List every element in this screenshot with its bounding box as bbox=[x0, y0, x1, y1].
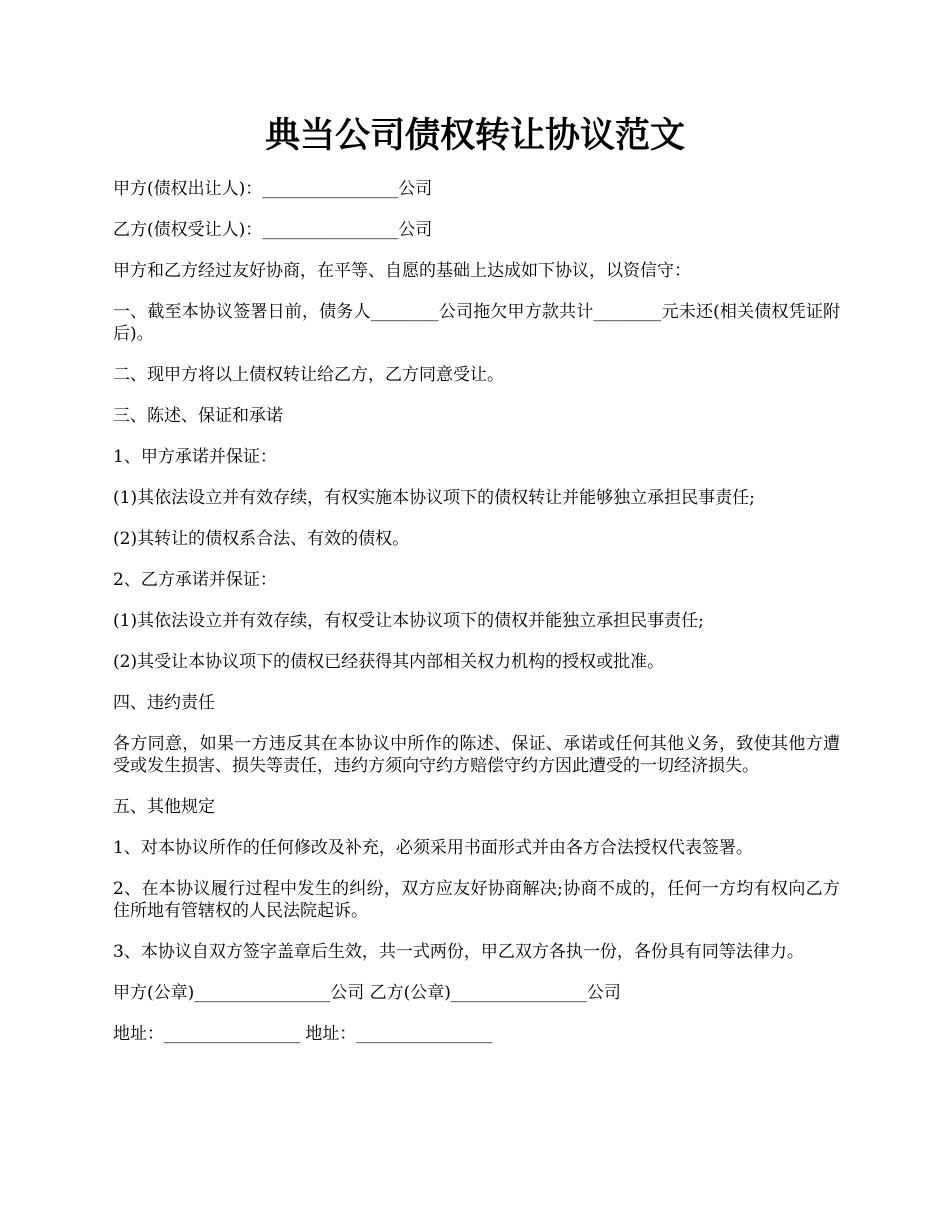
party-a-warranty-2: (2)其转让的债权系合法、有效的债权。 bbox=[113, 529, 410, 549]
document-title: 典当公司债权转让协议范文 bbox=[264, 115, 685, 156]
clause-1: 一、截至本协议签署日前，债务人________公司拖欠甲方款共计________元未还(相关债权凭证附后)。 bbox=[113, 302, 840, 344]
preamble: 甲方和乙方经过友好协商，在平等、自愿的基础上达成如下协议，以资信守： bbox=[113, 261, 691, 281]
party-a-warranty-heading: 1、甲方承诺并保证： bbox=[113, 447, 277, 467]
party-b-warranty-2: (2)其受让本协议项下的债权已经获得其内部相关权力机构的授权或批准。 bbox=[113, 652, 665, 672]
signature-line: 甲方(公章)________________公司 乙方(公章)________________公司 bbox=[113, 983, 621, 1003]
other-clause-1: 1、对本协议所作的任何修改及补充，必须采用书面形式并由各方合法授权代表签署。 bbox=[113, 838, 753, 858]
party-b-line: 乙方(债权受让人)：________________公司 bbox=[113, 220, 433, 240]
section-3-heading: 三、陈述、保证和承诺 bbox=[113, 406, 283, 426]
party-a-line: 甲方(债权出让人)：________________公司 bbox=[113, 179, 433, 199]
breach-clause: 各方同意，如果一方违反其在本协议中所作的陈述、保证、承诺或任何其他义务，致使其他方遭受或发生损害、损失等责任，违约方须向守约方赔偿守约方因此遭受的一切经济损失。 bbox=[113, 734, 840, 776]
clause-2: 二、现甲方将以上债权转让给乙方，乙方同意受让。 bbox=[113, 365, 504, 385]
party-a-warranty-1: (1)其依法设立并有效存续，有权实施本协议项下的债权转让并能够独立承担民事责任; bbox=[113, 488, 755, 508]
section-4-heading: 四、违约责任 bbox=[113, 693, 215, 713]
other-clause-3: 3、本协议自双方签字盖章后生效，共一式两份，甲乙双方各执一份，各份具有同等法律力。 bbox=[113, 942, 804, 962]
party-b-warranty-1: (1)其依法设立并有效存续，有权受让本协议项下的债权并能独立承担民事责任; bbox=[113, 611, 704, 631]
other-clause-2: 2、在本协议履行过程中发生的纠纷，双方应友好协商解决;协商不成的，任何一方均有权向乙方住所地有管辖权的人民法院起诉。 bbox=[113, 879, 840, 921]
document-body bbox=[113, 178, 840, 1064]
address-line: 地址：________________ 地址：________________ bbox=[113, 1024, 493, 1044]
section-5-heading: 五、其他规定 bbox=[113, 797, 215, 817]
party-b-warranty-heading: 2、乙方承诺并保证： bbox=[113, 570, 277, 590]
